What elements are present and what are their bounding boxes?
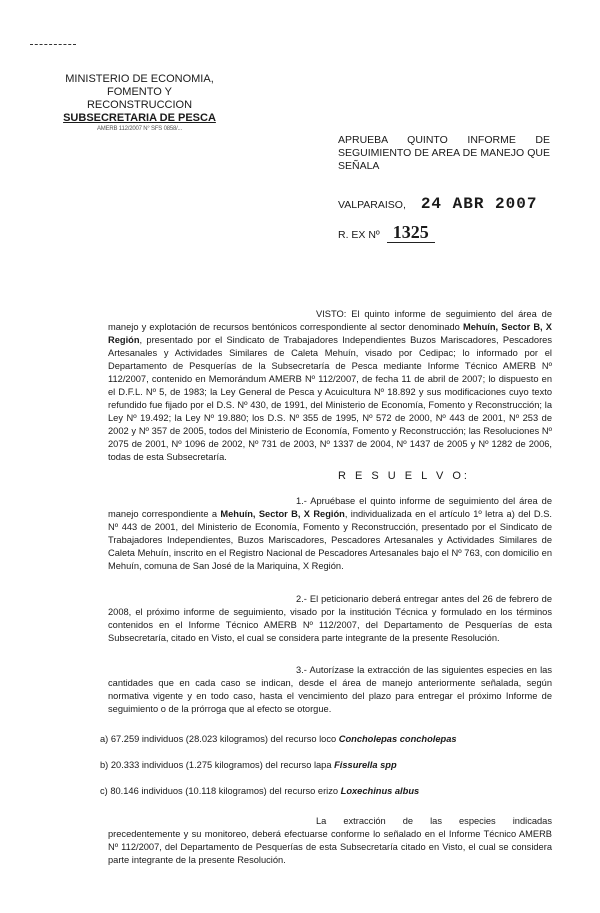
species-item-b-text: b) 20.333 individuos (1.275 kilogramos) del recurso lapa (100, 760, 335, 770)
title-line1: APRUEBA QUINTO INFORME DE (338, 134, 550, 146)
species-item-a-name: Concholepas concholepas (338, 734, 457, 744)
visto-paragraph (108, 308, 552, 464)
title-line2: SEGUIMIENTO DE AREA DE MANEJO QUE (338, 147, 550, 159)
title-line3: SEÑALA (338, 160, 380, 172)
date-stamp: 24 ABR 2007 (420, 195, 538, 213)
point-3 (108, 664, 552, 716)
closing-paragraph (108, 815, 552, 867)
species-item-a (100, 733, 457, 746)
ministry-letterhead (57, 73, 222, 133)
place-date (338, 195, 537, 213)
resolution-number-stamp: 1325 (387, 222, 435, 243)
visto-text-2: , presentado por el Sindicato de Trabajadores Independientes Buzos Mariscadores, Pescadores Artesanales y Actividades Similares de Caleta Mehuín, visado por Cedipac; lo informado por el Departamento de Pesquerías de la Subsecretaría de Pesca mediante Informe Técnico AMERB Nº 112/2007, contenido en Memorándum AMERB Nº 112/2007, de fecha 11 de abril de 2007; lo dispuesto en el D.F.L. Nº 5, de 1983; la Ley General de Pesca y Acuicultura Nº 18.892 y sus modificaciones cuyo texto refundido fue fijado por el D.S. Nº 430, de 1991, del Ministerio de Economía, Fomento y Reconstrucción; la Ley Nº 19.492; la Ley Nº 19.880; los D.S. Nº 355 de 1995, Nº 572 de 2000, Nº 443 de 2001, Nº 253 de 2002 y Nº 357 de 2005, todos del Ministerio de Economía, Fomento y Reconstrucción; las Resoluciones Nº 2075 de 2001, Nº 1096 de 2002, Nº 731 de 2003, Nº 1337 de 2004, Nº 1437 de 2005 y Nº 1282 de 2006, todas de esta Subsecretaría. (108, 335, 552, 462)
place-label: VALPARAISO, (338, 199, 406, 211)
point-1-sector: Mehuín, Sector B, X Región (220, 509, 345, 519)
point-3-text: 3.- Autorízase la extracción de las siguientes especies en las cantidades que en cada caso se indican, desde el área de manejo anteriormente señalada, según normativa vigente y en todo caso, hasta el vencimiento del plazo para entregar el próximo Informe de seguimiento o de la prórroga que al efecto se otorgue. (108, 665, 552, 714)
species-item-c (100, 785, 419, 798)
point-1-text-a: 1.- Apruébase el quinto informe de seguimiento del área de manejo correspondiente a (108, 496, 552, 519)
closing-text: La extracción de las especies indicadas precedentemente y su monitoreo, deberá efectuarse conforme lo señalado en el Informe Técnico AMERB Nº 112/2007, del Departamento de Pesquerías de esta Subsecretaría citado en Visto, el cual se considera parte integrante de la presente Resolución. (108, 816, 552, 865)
species-item-b (100, 759, 397, 772)
species-item-c-text: c) 80.146 individuos (10.118 kilogramos) del recurso erizo (100, 786, 341, 796)
reference-code: AMERB 112/2007 N° SFS 0858/... (96, 126, 182, 132)
visto-text-1: VISTO: El quinto informe de seguimiento del área de manejo y explotación de recursos bentónicos correspondiente al sector denominado (108, 309, 552, 332)
ministry-name-line2: FOMENTO Y RECONSTRUCCION (86, 86, 193, 111)
point-2 (108, 593, 552, 645)
resolution-label: R. EX Nº (338, 229, 380, 241)
handwritten-mark (30, 44, 76, 45)
visto-sector: Mehuín, Sector B, X Región (108, 322, 552, 345)
species-item-c-name: Loxechinus albus (340, 786, 420, 796)
subsecretaria-name: SUBSECRETARIA DE PESCA (63, 112, 216, 124)
resolution-number (338, 222, 435, 243)
species-item-a-text: a) 67.259 individuos (28.023 kilogramos) del recurso loco (100, 734, 339, 744)
point-2-text: 2.- El peticionario deberá entregar antes del 26 de febrero de 2008, el próximo informe de seguimiento, visado por la institución Técnica y formulado en los términos contenidos en el Informe Técnico AMERB Nº 112/2007, del Departamento de Pesquerías de esta Subsecretaría, citado en Visto, el cual se considera parte integrante de la presente Resolución. (108, 594, 552, 643)
point-1-text-b: , individualizada en el artículo 1º letra a) del D.S. Nº 443 de 2001, del Ministerio de Economía, Fomento y Reconstrucción, presentado por el Sindicato de Trabajadores Independientes, Buzos Mariscadores, Pescadores Artesanales y Actividades Similares de Caleta Mehuín, inscrito en el Registro Nacional de Pescadores Artesanales bajo el Nº 763, con domicilio en Mehuín, comuna de San José de la Mariquina, X Región. (108, 509, 553, 571)
resuelvo-heading: R E S U E L V O: (338, 470, 470, 482)
document-title (338, 134, 550, 173)
ministry-name-line1: MINISTERIO DE ECONOMIA, (65, 73, 214, 85)
point-1 (108, 495, 552, 573)
species-item-b-name: Fissurella spp (334, 760, 397, 770)
